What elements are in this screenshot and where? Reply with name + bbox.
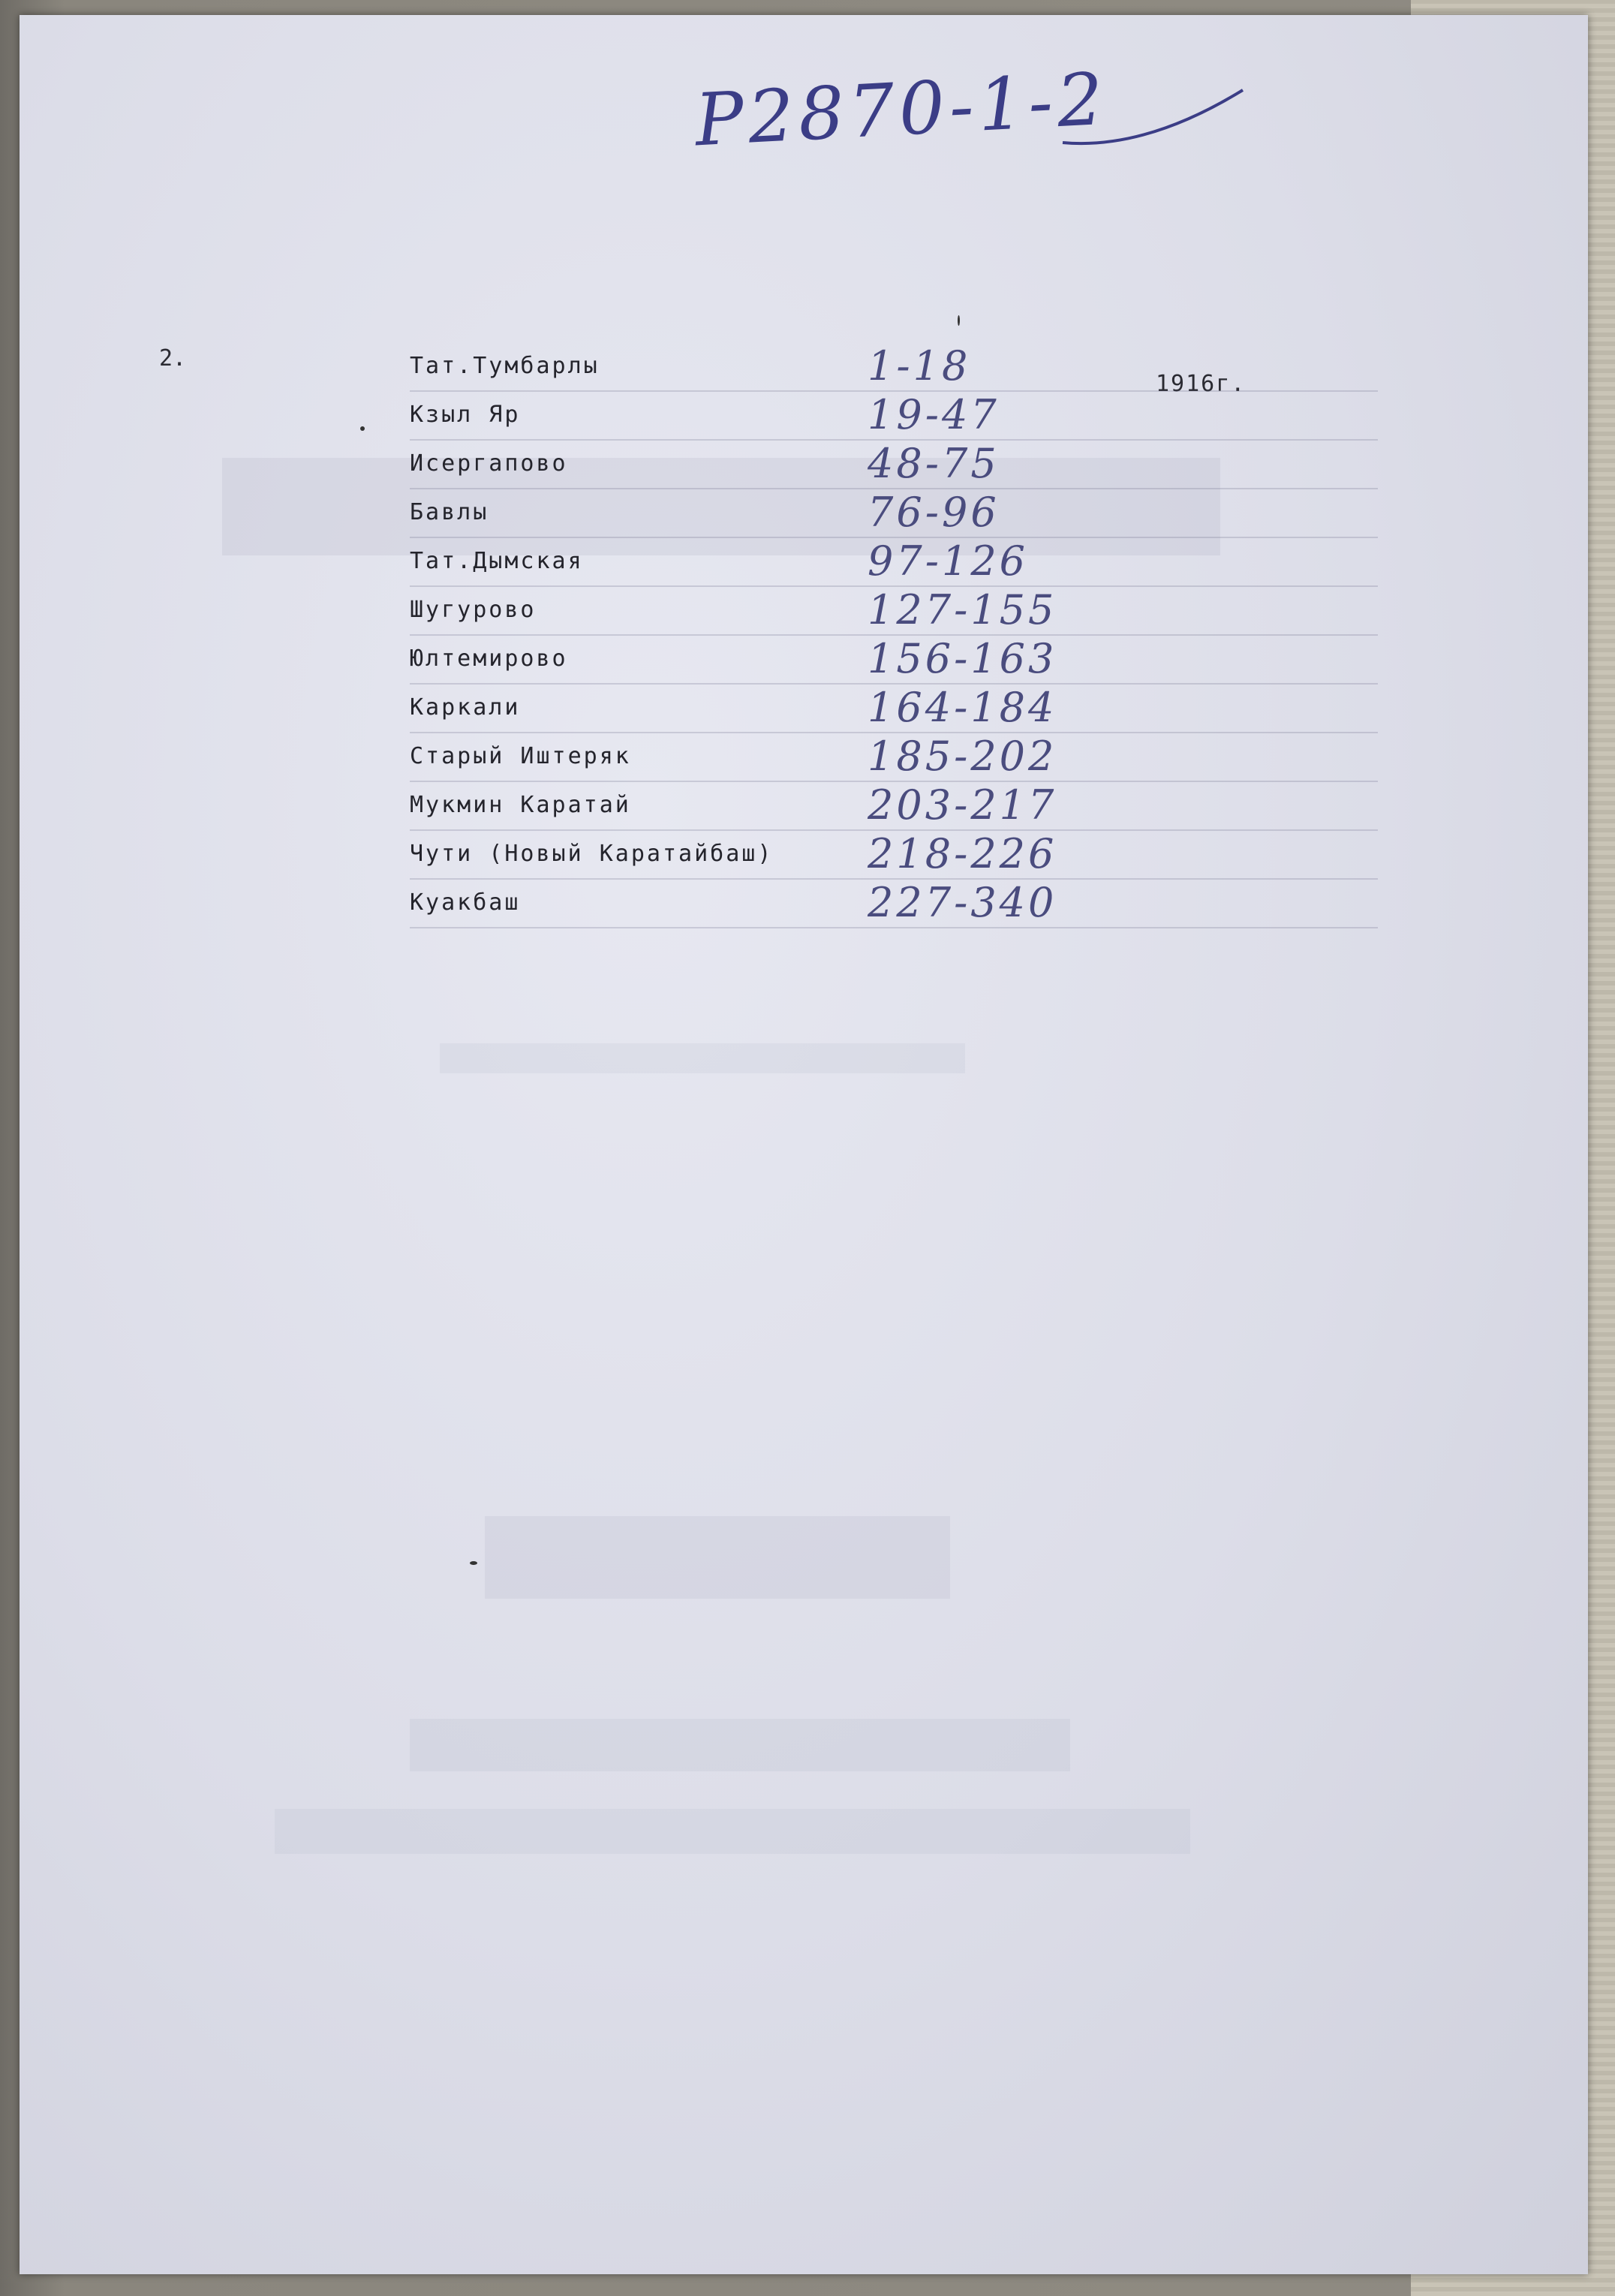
list-item bbox=[20, 586, 1588, 645]
bleed-through-block-2 bbox=[440, 1043, 965, 1073]
year: 1916г. bbox=[1156, 371, 1247, 397]
page-range: 156-163 bbox=[868, 635, 1057, 682]
page-range: 127-155 bbox=[868, 586, 1057, 633]
handwritten-swash bbox=[1055, 83, 1250, 165]
page-range: 227-340 bbox=[868, 879, 1057, 926]
dust-speck bbox=[958, 315, 960, 326]
page-range: 48-75 bbox=[868, 440, 1000, 487]
dust-speck bbox=[470, 1561, 477, 1565]
village-name: Тат.Дымская bbox=[410, 548, 584, 574]
list-item bbox=[20, 489, 1588, 547]
page-range: 97-126 bbox=[868, 537, 1029, 585]
page-range: 203-217 bbox=[868, 781, 1057, 829]
bleed-through-block-4 bbox=[410, 1719, 1070, 1771]
list-item bbox=[20, 879, 1588, 937]
village-name: Куакбаш bbox=[410, 889, 521, 916]
village-name: Мукмин Каратай bbox=[410, 792, 631, 818]
row-rule bbox=[410, 927, 1378, 928]
page-range: 164-184 bbox=[868, 684, 1057, 731]
village-name: Бавлы bbox=[410, 499, 489, 525]
village-name: Тат.Тумбарлы bbox=[410, 353, 600, 379]
bleed-through-block-5 bbox=[275, 1809, 1190, 1854]
list-item bbox=[20, 781, 1588, 840]
dust-speck bbox=[360, 426, 365, 431]
village-name: Юлтемирово bbox=[410, 645, 568, 672]
village-name: Старый Иштеряк bbox=[410, 743, 631, 769]
document-page bbox=[20, 15, 1588, 2274]
page-range: 185-202 bbox=[868, 733, 1057, 780]
page-range: 1-18 bbox=[868, 342, 971, 390]
list-item bbox=[20, 391, 1588, 450]
bleed-through-block-3 bbox=[485, 1516, 950, 1599]
list-item bbox=[20, 537, 1588, 596]
page-range: 76-96 bbox=[868, 489, 1000, 536]
page-range: 218-226 bbox=[868, 830, 1057, 877]
village-name: Исергапово bbox=[410, 450, 568, 477]
list-item bbox=[20, 684, 1588, 742]
village-name: Кзыл Яр bbox=[410, 402, 521, 428]
page-range: 19-47 bbox=[868, 391, 1000, 438]
list-item bbox=[20, 733, 1588, 791]
village-name: Чути (Новый Каратайбаш) bbox=[410, 841, 774, 867]
list-item bbox=[20, 440, 1588, 498]
list-item bbox=[20, 342, 1588, 401]
list-item bbox=[20, 635, 1588, 694]
list-item bbox=[20, 830, 1588, 889]
village-name: Шугурово bbox=[410, 597, 537, 623]
item-number: 2. bbox=[159, 345, 187, 372]
archive-code: P2870-1-2 bbox=[693, 56, 1110, 163]
village-name: Каркали bbox=[410, 694, 521, 721]
